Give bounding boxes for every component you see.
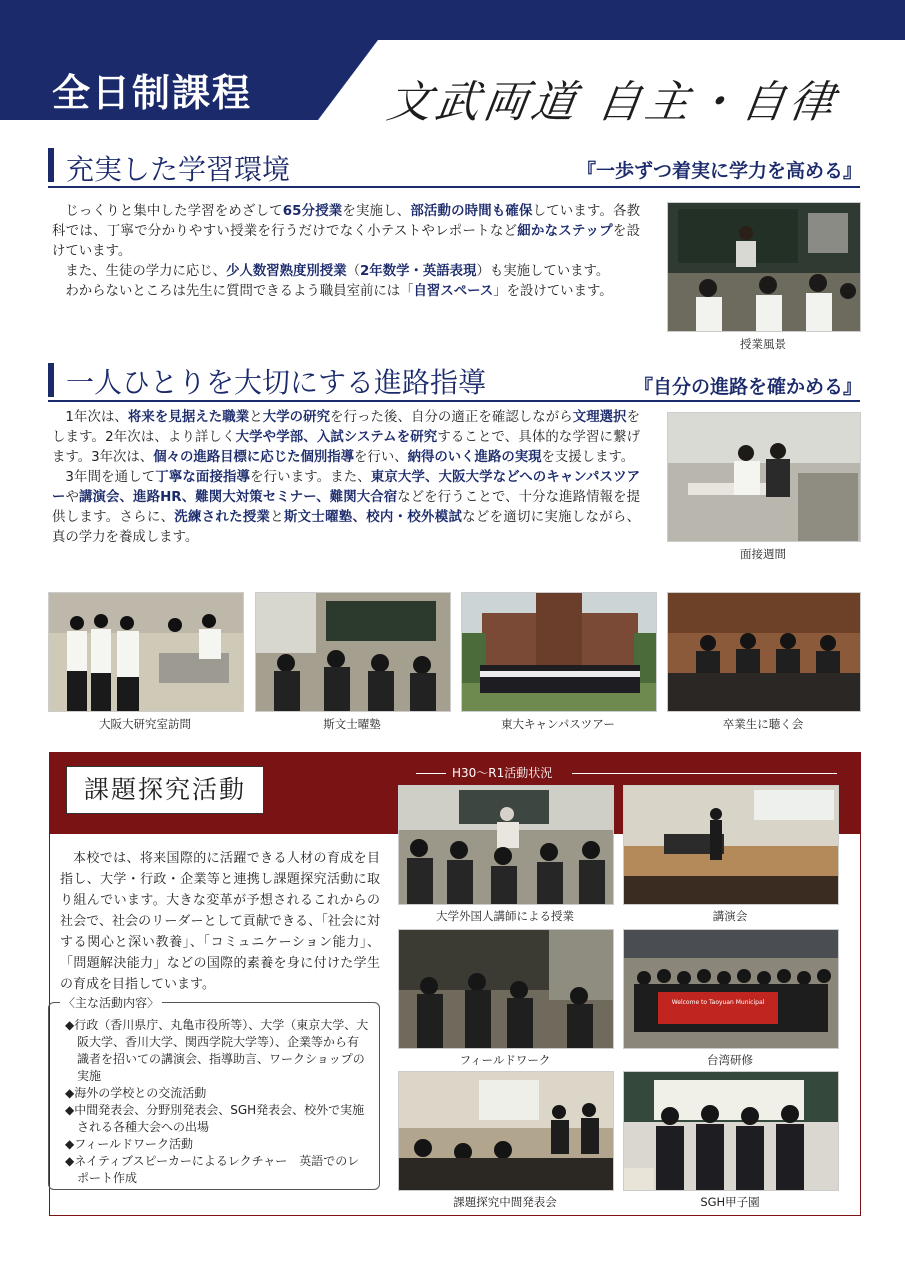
emphasis-text: 少人数習熟度別授業 [226,264,347,279]
activity-item: ◆海外の学校との交流活動 [65,1086,207,1100]
emphasis-text: 丁寧な面接指導 [155,470,251,485]
section2-divider [48,400,860,402]
body-text: 」を設けています。 [493,284,613,299]
lecture-photo [623,785,839,905]
activities-label: 〈主な活動内容〉 [60,994,162,1011]
foreign-lecturer-image [399,786,613,904]
activity-item: ◆フィールドワーク活動 [65,1137,194,1151]
emphasis-text: 洗練された授業 [174,510,271,525]
section3-intro [60,848,380,995]
emphasis-text: 大学の研究 [262,410,331,425]
period-line-left [416,773,446,774]
body-text: 3年間を通して [65,470,156,485]
emphasis-text: 講演会、進路HR、難関大対策セミナー、難関大合宿 [79,490,398,505]
activity-item: ◆中間発表会、分野別発表会、SGH発表会、校外で実施される各種大会への出場 [65,1103,365,1134]
shibun-image [256,593,450,711]
foreign-lecturer-caption: 大学外国人講師による授業 [436,909,574,923]
taiwan-banner-text: Welcome to Taoyuan Municipal [671,999,765,1006]
interview-photo-image [668,413,860,541]
taiwan-image [624,930,838,1048]
body-text: などを行うことで、十分な進路情報を提供します。さらに、 [52,490,641,525]
section3-intro-text: 本校では、将来国際的に活躍できる人材の育成を目指し、大学・行政・企業等と連携し課題探究活動に取り組んでいます。大きな変革が予想されるこれからの社会で、社会のリーダーとして貢献できる、「社会に対する関心と深い教養」、「コミュニケーション能力」、「問題解決能力」などの国際的素養を身に付けた学生の育成を目指しています。 [60,851,380,992]
sgh-koshien-photo [623,1071,839,1191]
section3-title: 課題探究活動 [66,766,264,814]
section1-subtitle: 『一歩ずつ着実に学力を高める』 [576,160,862,182]
fieldwork-image [399,930,613,1048]
emphasis-text: 部活動の時間も確保 [410,204,533,219]
fieldwork-caption: フィールドワーク [459,1053,551,1067]
section2-body [52,408,640,548]
page-title: 全日制課程 [52,70,253,115]
class-photo-image [668,203,860,331]
shibun-photo [255,592,451,712]
osaka-lab-image [49,593,243,711]
section1-paragraph [52,202,640,262]
midterm-presentation-caption: 課題探究中間発表会 [453,1195,557,1209]
body-text: や [65,490,80,505]
todai-photo [461,592,657,712]
section2-title: 一人ひとりを大切にする進路指導 [66,366,487,399]
body-text: しています。各教科では、丁寧で分かりやすい授業を行うだけでなく小テストやレポートなど [52,204,641,239]
midterm-presentation-photo [398,1071,614,1191]
activities-list [65,1017,369,1187]
midterm-presentation-image [399,1072,613,1190]
activities-box [48,1002,380,1190]
period-label: H30～R1活動状況 [452,766,553,780]
sgh-koshien-caption: SGH甲子園 [700,1195,760,1209]
osaka-lab-photo [48,592,244,712]
emphasis-text: 将来を見据えた職業 [127,410,250,425]
taiwan-photo [623,929,839,1049]
section1-paragraph [52,262,640,282]
section1-title: 充実した学習環境 [66,153,291,186]
todai-image [462,593,656,711]
emphasis-text: 斯文士曜塾、校内・校外模試 [283,510,463,525]
class-photo-caption: 授業風景 [740,337,786,351]
emphasis-text: 納得のいく進路の実現 [407,450,542,465]
emphasis-text: 東京大学、大阪大学などへのキャンパスツアー [52,470,641,505]
body-text: を支援します。 [541,450,635,465]
body-text: わからないところは先生に質問できるよう職員室前には「 [65,284,414,299]
body-text: 1年次は、 [65,410,128,425]
lecture-image [624,786,838,904]
body-text: と [249,410,263,425]
activity-item: ◆行政（香川県庁、丸亀市役所等）、大学（東京大学、大阪大学、香川大学、関西学院大学等）、企業等から有識者を招いての講演会、指導助言、ワークショップの実施 [65,1018,369,1083]
osaka-lab-caption: 大阪大研究室訪問 [99,717,191,731]
body-text: （ [346,264,360,279]
lecture-caption: 講演会 [712,909,748,923]
fieldwork-photo [398,929,614,1049]
body-text: を実施し、 [342,204,411,219]
emphasis-text: 65分授業 [282,204,343,219]
body-text: と [270,510,284,525]
period-line-right [572,773,837,774]
emphasis-text: 2年数学・英語表現 [359,264,477,279]
alumni-caption: 卒業生に聴く会 [722,717,804,731]
body-text: を行います。また、 [250,470,371,485]
body-text: を行った後、自分の適正を確認しながら [330,410,573,425]
class-photo [667,202,861,332]
body-text: をします。2年次は、より詳しく [52,410,641,445]
alumni-photo [667,592,861,712]
section2-paragraph [52,468,640,548]
alumni-image [668,593,860,711]
section1-divider [48,186,860,188]
body-text: じっくりと集中した学習をめざして [65,204,283,219]
emphasis-text: 文理選択 [572,410,627,425]
body-text: ）も実施しています。 [476,264,610,279]
section1-paragraph [52,282,640,302]
emphasis-text: 細かなステップ [517,224,613,239]
section-marker [48,363,54,397]
section-marker [48,148,54,182]
shibun-caption: 斯文士曜塾 [323,717,381,731]
body-text: を行い、 [354,450,408,465]
body-text: することで、具体的な学習に繋げます。3年次は、 [52,430,640,465]
taiwan-caption: 台湾研修 [707,1053,753,1067]
sgh-koshien-image [624,1072,838,1190]
emphasis-text: 自習スペース [413,284,494,299]
todai-caption: 東大キャンパスツアー [501,717,615,731]
section2-paragraph [52,408,640,468]
interview-photo-caption: 面接週間 [740,547,786,561]
body-text: などを適切に実施しながら、真の学力を養成します。 [52,510,641,545]
foreign-lecturer-photo [398,785,614,905]
section2-subtitle: 『自分の進路を確かめる』 [633,376,862,398]
emphasis-text: 大学や学部、入試システムを研究 [235,430,438,445]
section1-body [52,202,640,302]
emphasis-text: 個々の進路目標に応じた個別指導 [153,450,355,465]
activity-item: ◆ネイティブスピーカーによるレクチャー 英語でのレポート作成 [65,1154,360,1185]
school-motto: 文武両道 自主・自律 [383,77,841,128]
interview-photo [667,412,861,542]
body-text: を設けています。 [52,224,641,259]
body-text: また、生徒の学力に応じ、 [65,264,227,279]
